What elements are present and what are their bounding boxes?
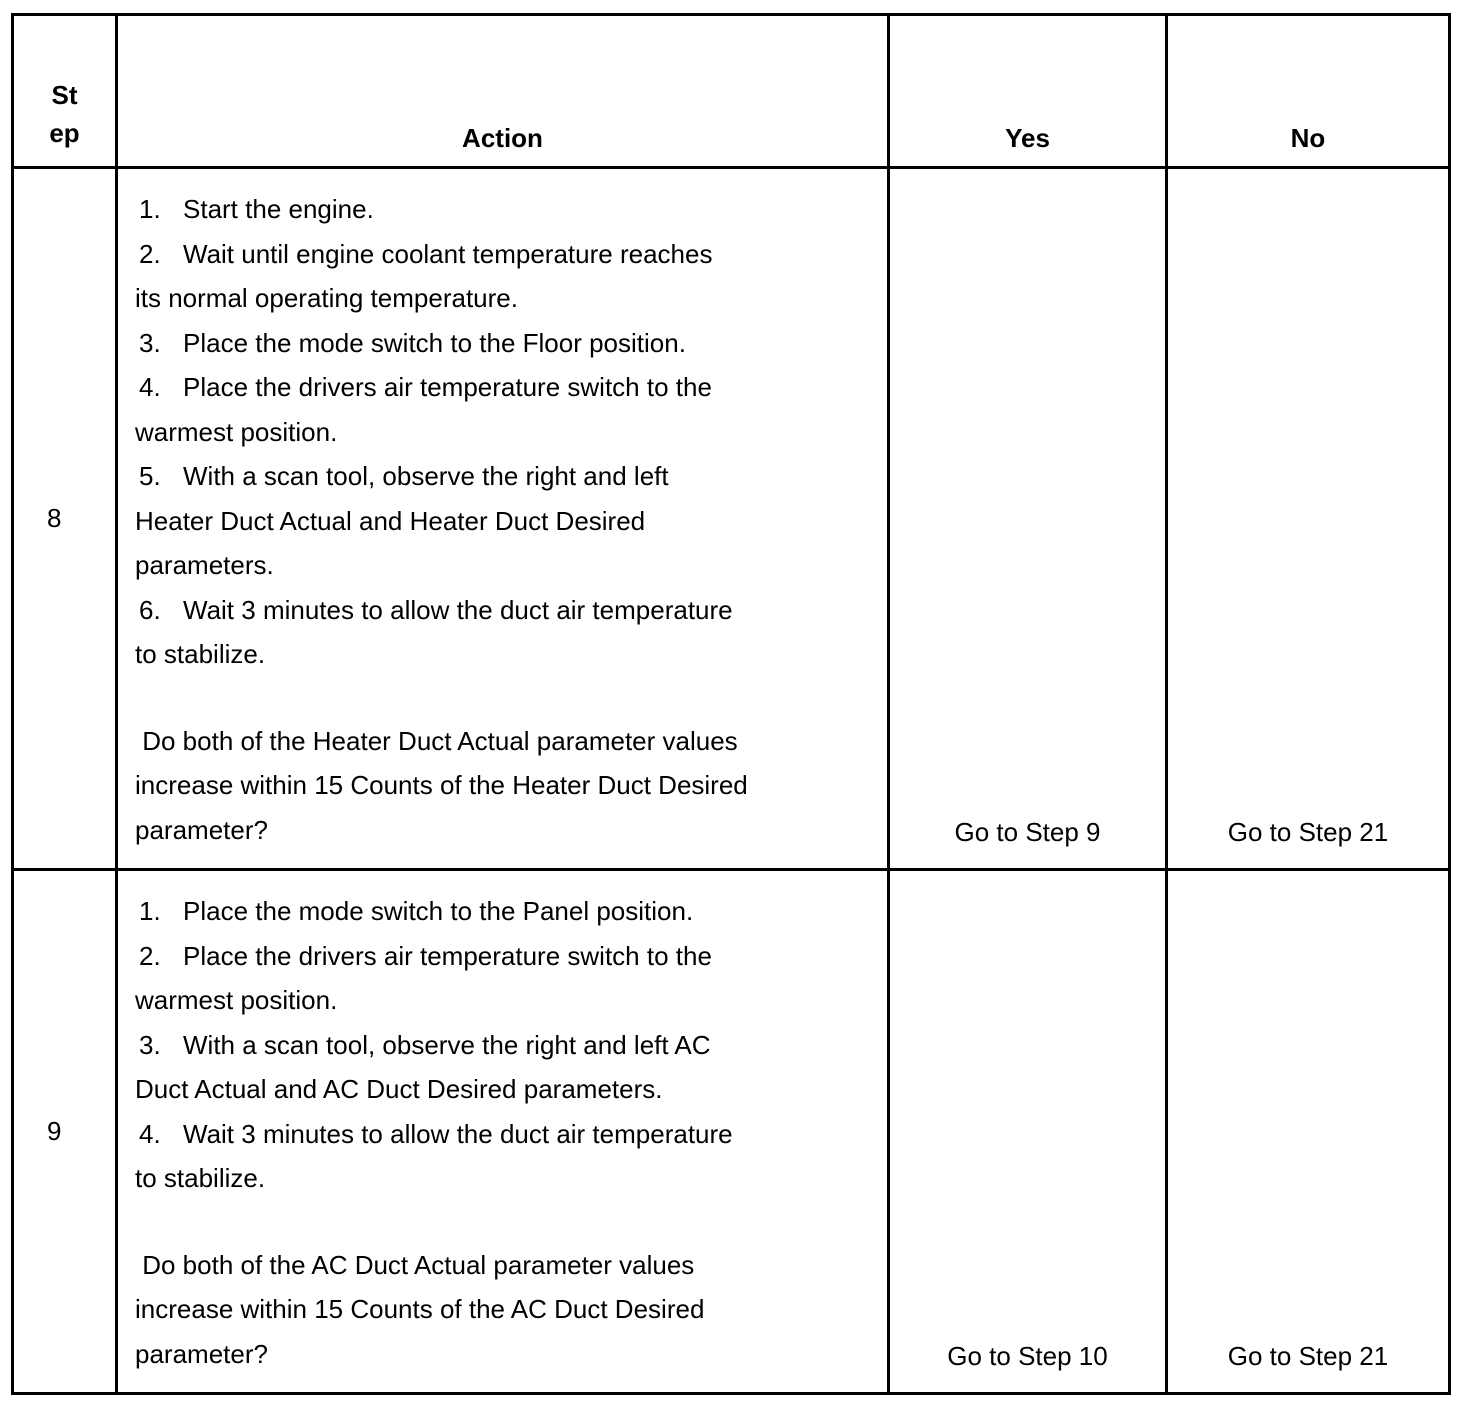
action-item-continuation: Heater Duct Actual and Heater Duct Desired [135,505,646,536]
question-line: increase within 15 Counts of the Heater Duct Desired [135,770,748,800]
action-item [135,232,873,277]
header-step [13,15,117,168]
action-item-text: Start the engine. [183,194,374,224]
action-item-continuation: warmest position. [135,416,338,447]
action-item-number: 1. [139,194,161,224]
header-yes: Yes [889,15,1167,168]
action-item-text: Wait 3 minutes to allow the duct air temperature [183,1118,733,1149]
table-row-step-8 [13,168,1450,870]
question-line: Do both of the Heater Duct Actual parameter values [135,725,738,756]
action-item [135,454,873,499]
header-step-line2: ep [49,118,80,148]
action-item-number: 5. [139,461,161,491]
action-item-text: Wait 3 minutes to allow the duct air temperature [183,594,733,625]
action-item-number: 3. [139,1029,161,1060]
question-line: parameter? [135,814,268,845]
no-result: Go to Step 21 [1167,168,1450,870]
action-item-number: 6. [139,594,161,625]
spacer [135,677,873,719]
action-item [135,889,873,934]
action-item [135,588,873,633]
action-item-text: Place the mode switch to the Panel position. [183,896,694,926]
action-item [135,1023,873,1068]
header-no: No [1167,15,1450,168]
action-item-text: With a scan tool, observe the right and left [183,461,669,491]
spacer [135,1201,873,1243]
action-item-continuation: its normal operating temperature. [135,283,518,313]
action-item-number: 1. [139,896,161,926]
action-item-number: 4. [139,1118,161,1149]
action-item-continuation: to stabilize. [135,1163,266,1193]
action-item [135,934,873,979]
step-number: 9 [13,870,117,1394]
question-line: Do both of the AC Duct Actual parameter values [135,1249,695,1280]
action-item-text: With a scan tool, observe the right and left AC [183,1029,711,1060]
action-cell [117,870,889,1394]
yes-result: Go to Step 9 [889,168,1167,870]
yes-result: Go to Step 10 [889,870,1167,1394]
table-header-row [13,15,1450,168]
action-item [135,1112,873,1157]
action-item-text: Place the mode switch to the Floor position. [183,327,686,358]
action-item-continuation: to stabilize. [135,639,266,669]
action-item [135,187,873,232]
diagnostic-procedure-table [11,13,1451,1395]
action-item-number: 2. [139,940,161,971]
header-step-line1: St [51,80,78,110]
action-item-continuation: warmest position. [135,985,338,1015]
header-action: Action [117,15,889,168]
action-item [135,321,873,366]
table-row-step-9 [13,870,1450,1394]
no-result: Go to Step 21 [1167,870,1450,1394]
step-number: 8 [13,168,117,870]
question-line: parameter? [135,1338,268,1369]
action-item [135,365,873,410]
action-item-continuation: parameters. [135,550,274,580]
action-item-number: 4. [139,372,161,402]
action-cell [117,168,889,870]
action-item-continuation: Duct Actual and AC Duct Desired parameters. [135,1074,663,1104]
question-line: increase within 15 Counts of the AC Duct Desired [135,1294,705,1324]
action-item-number: 2. [139,238,161,269]
action-item-text: Place the drivers air temperature switch to the [183,372,712,402]
action-item-text: Wait until engine coolant temperature reaches [183,238,713,269]
action-item-number: 3. [139,327,161,358]
action-item-text: Place the drivers air temperature switch to the [183,940,712,971]
